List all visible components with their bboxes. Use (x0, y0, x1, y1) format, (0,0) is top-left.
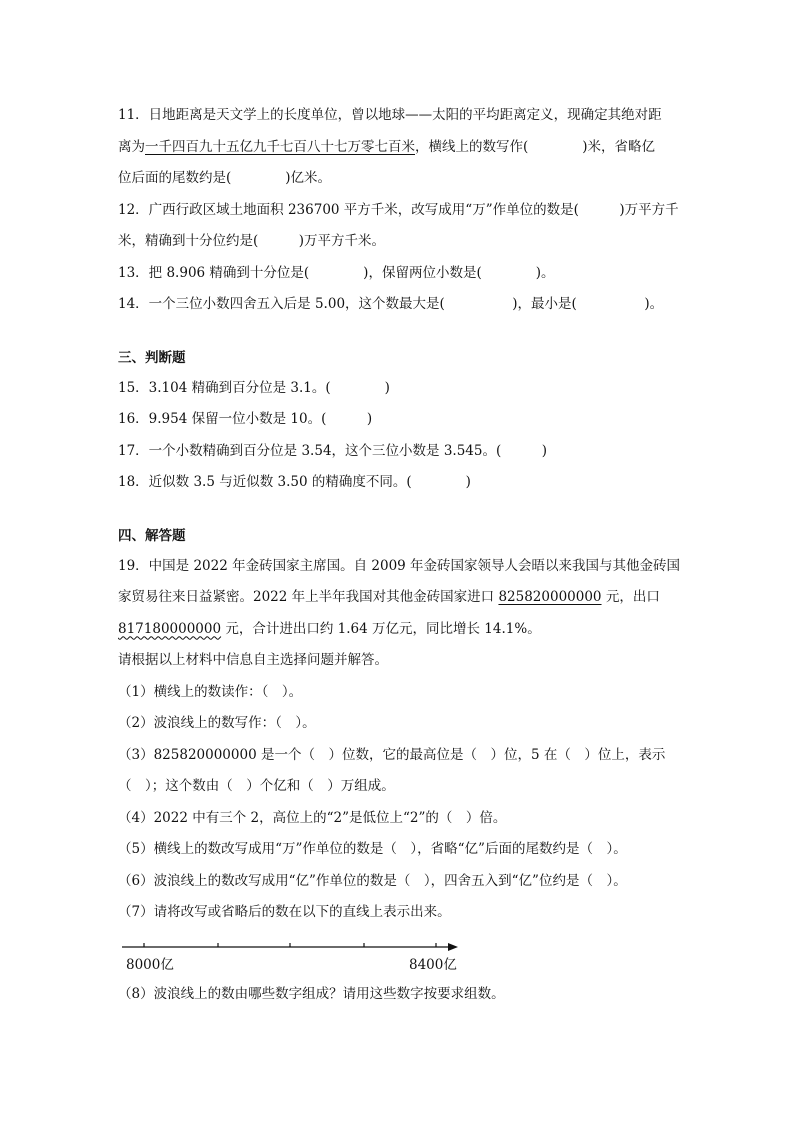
q19-line-2-suffix: 元，出口 (601, 589, 660, 605)
q19-line-1: 19．中国是 2022 年金砖国家主席国。自 2009 年金砖国家领导人会晤以来我国与其他金砖国 (118, 557, 681, 574)
section-judgement (118, 343, 678, 499)
q11-line-1: 11．日地距离是天文学上的长度单位，曾以地球——太阳的平均距离定义，现确定其绝对距 (118, 107, 662, 123)
worksheet-page (118, 100, 681, 1010)
question-16: 16．9.954 保留一位小数是 10。( ) (118, 411, 373, 427)
question-15: 15．3.104 精确到百分位是 3.1。( ) (118, 379, 390, 396)
number-line-end-label: 8400亿 (409, 956, 457, 973)
q19-line-4: 请根据以上材料中信息自主选择问题并解答。 (118, 652, 388, 668)
q19-part-1: （1）横线上的数读作：（ ）。 (118, 683, 303, 700)
q12-line-2: 米，精确到十分位约是( )万平方千米。 (118, 233, 386, 249)
q19-part-4: （4）2022 中有三个 2，高位上的“2”是低位上“2”的（ ）倍。 (118, 809, 507, 826)
q12-line-1: 12．广西行政区域土地面积 236700 平方千米，改写成用“万”作单位的数是( )万平方千 (118, 201, 679, 218)
q19-underlined-number: 825820000000 (498, 589, 602, 605)
q19-part-3-cont: （ ）；这个数由（ ）个亿和（ ）万组成。 (118, 778, 395, 794)
q11-line-2-prefix: 离为 (118, 138, 145, 155)
number-line-graphic (118, 931, 678, 979)
q19-part-2: （2）波浪线上的数写作：（ ）。 (118, 715, 316, 731)
q19-line-2 (118, 582, 678, 614)
q19-line-3 (118, 614, 678, 646)
question-14: 14．一个三位小数四舍五入后是 5.00，这个数最大是( )，最小是( )。 (118, 296, 664, 312)
question-11 (118, 100, 678, 195)
q11-line-3: 位后面的尾数约是( )亿米。 (118, 170, 332, 186)
q11-line-2-suffix: ，横线上的数写作( )米，省略亿 (415, 138, 656, 155)
q19-line-3-suffix: 元，合计进出口约 1.64 万亿元，同比增长 14.1%。 (221, 620, 541, 637)
section-4-title: 四、解答题 (118, 527, 186, 544)
q19-wavy-number: 817180000000 (118, 620, 222, 637)
section-3-title: 三、判断题 (118, 349, 186, 366)
question-17: 17．一个小数精确到百分位是 3.54，这个三位小数是 3.545。( ) (118, 442, 547, 459)
q19-part-6: （6）波浪线上的数改写成用“亿”作单位的数是（ ），四舍五入到“亿”位约是（ ）。 (118, 872, 627, 889)
question-18: 18．近似数 3.5 与近似数 3.50 的精确度不同。( ) (118, 474, 471, 490)
number-line (118, 931, 678, 979)
q11-line-2 (118, 132, 678, 164)
number-line-arrow (448, 943, 458, 951)
q19-line-2-prefix: 家贸易往来日益紧密。2022 年上半年我国对其他金砖国家进口 (118, 589, 499, 605)
number-line-start-label: 8000亿 (126, 956, 174, 973)
q19-part-3: （3）825820000000 是一个（ ）位数，它的最高位是（ ）位，5 在（ ）位上，表示 (118, 746, 666, 763)
q19-part-7: （7）请将改写或省略后的数在以下的直线上表示出来。 (118, 904, 451, 920)
q11-underlined-number: 一千四百九十五亿九千七百八十七万零七百米 (145, 138, 415, 155)
q19-part-8: （8）波浪线上的数由哪些数字组成？请用这些数字按要求组数。 (118, 985, 505, 1002)
question-13: 13．把 8.906 精确到十分位是( )，保留两位小数是( )。 (118, 264, 555, 281)
question-12 (118, 195, 678, 258)
section-solution (118, 521, 681, 1011)
q19-part-5: （5）横线上的数改写成用“万”作单位的数是（ ），省略“亿”后面的尾数约是（ ）。 (118, 841, 627, 857)
